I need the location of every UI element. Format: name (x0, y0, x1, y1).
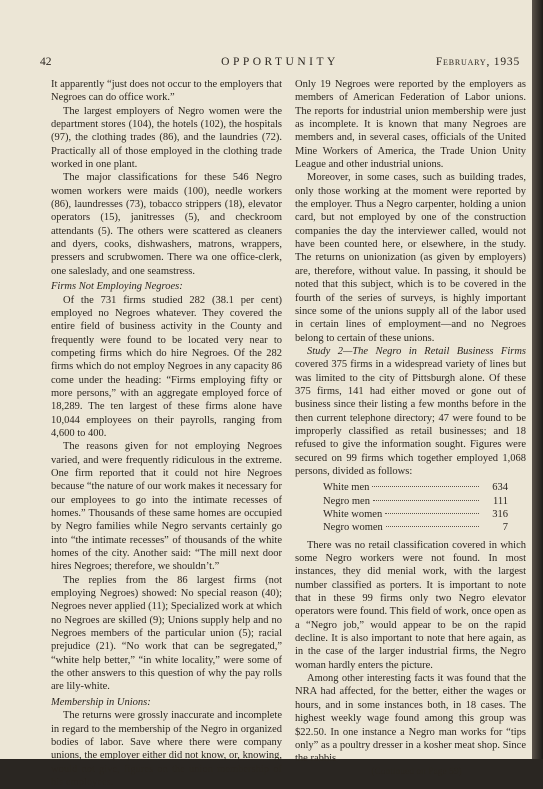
paragraph: Among other interesting facts it was found that the NRA had affected, for the better, either the wages or hours, and in some instances both, in 18 cases. The highest weekly wage found among this group was $22.50. In one instance a Negro man works for “tips only” as a poultry dresser in a kosher meat shop. Since the rabbis (295, 673, 526, 765)
paragraph: Moreover, in some cases, such as building trades, only those working at the moment were reported by the employer. Thus a Negro carpenter, holding a union card, but not employed by one of the construction companies the day the interviewer called, would not have been counted here, or elsewhere, in the study. The returns on unionization (as given by employers) are, therefore, without value. In passing, it should be noted that this subject, which is to be covered in the fourth of the series of surveys, is highly important since some of the unions supply all of the labor used in certain lines of employment—and no Negroes belong to certain of these unions. (295, 172, 526, 344)
leader-dots (386, 526, 479, 527)
left-column (51, 78, 282, 789)
book-gutter (532, 0, 543, 759)
table-row (323, 481, 508, 494)
table-label: Negro men (323, 495, 370, 507)
table-value: 7 (502, 522, 508, 534)
journal-title: OPPORTUNITY (221, 56, 339, 68)
table-label: White men (323, 482, 370, 494)
paragraph: It apparently “just does not occur to the employers that Negroes can do office work.” (51, 79, 282, 104)
paragraph: The reasons given for not employing Negroes varied, and were frequently ridiculous in the extreme. One firm reported that it could not hire Negroes because “the nature of our work makes it necessary for our employees to go into the intimate recesses of homes.” Thousands of these same homes are occupied by Negro families while Negro servants certainly go into “the intimate recesses” of thousands of the white homes of the city. Another said: “The mill next door hires Negroes; therefore, we shouldn’t.” (51, 441, 282, 573)
paragraph: The replies from the 86 largest firms (not employing Negroes) showed: No special reason (40); Negroes never applied (11); Specialized work at which no Negroes are skilled (9); Unions supply help and no Negroes members of the particular union (5); racial prejudice (21). “No work that can be segregated,” “white help better,” “in white locality,” were some of the other answers to this question of why the pay rolls are lily-white. (51, 574, 282, 693)
table-label: White women (323, 509, 383, 520)
section-heading-firms-not-employing: Firms Not Employing Negroes: (51, 281, 183, 293)
continued-note: (Continued on Page 59) (371, 766, 462, 777)
leader-dots (373, 500, 479, 501)
leader-dots (372, 486, 479, 487)
paragraph: The returns were grossly inaccurate and incomplete in regard to the membership of the Negro in organized bodies of labor. Save where there were company unions, the employer either did not know, or, knowing, would not give, figures on the union membership of his employees. (51, 710, 282, 788)
study-heading: Study 2—The Negro in Retail Business Firms (307, 345, 526, 357)
table-row (323, 495, 508, 508)
page-number: 42 (40, 56, 52, 68)
study-text: covered 375 firms in a widespread variety of lines but was limited to the city of Pittsburgh alone. Of these 375 firms, 141 had either moved or gone out of business since their listing a few months before in the then current telephone directory; 47 were found to be improperly classified as retail businesses; and 18 refused to give the information sought. Figures were secured on 99 firms which together employed 1,068 persons, divided as follows: (295, 359, 526, 477)
right-column (295, 78, 526, 779)
paragraph: Only 19 Negroes were reported by the employers as members of American Federation of Labor unions. The reports for industrial union membership were just as incomplete. It is known that many Negroes are members and, in several cases, officials of the United Mine Workers of America, the Trade Union Unity League and other industrial unions. (295, 79, 526, 171)
table-label: Negro women (323, 522, 383, 534)
table-row (323, 508, 508, 521)
table-row (323, 521, 508, 534)
page-header (40, 56, 520, 70)
employee-table (323, 481, 508, 534)
section-heading-membership-unions: Membership in Unions: (51, 696, 151, 708)
paragraph-study-2 (295, 345, 526, 478)
paragraph: The largest employers of Negro women were the department stores (104), the hotels (102), the hospitals (97), the clothing trades (86), and the laundries (72). Practically all of those employed in the clothing trade worked in one plant. (51, 105, 282, 171)
table-value: 111 (493, 495, 508, 507)
table-value: 634 (492, 482, 508, 494)
table-value: 316 (492, 509, 508, 520)
paragraph: The major classifications for these 546 Negro women workers were maids (100), needle workers (86), laundresses (73), tobacco strippers (18), elevator operators (15), janitresses (5), and checkroom attendants (5). The others were scattered as cleaners and dyers, cooks, dishwashers, matrons, wrappers, pressers and scrubwomen. There wa one office-clerk, one saleslady, and one seamstress. (51, 172, 282, 277)
leader-dots (385, 513, 479, 514)
paragraph: Of the 731 firms studied 282 (38.1 per cent) employed no Negroes whatever. They covered the entire field of business activity in the County and frequently were found to be located very near to competing firms which do hire Negroes. Of the 282 firms which do not employ Negroes in any capacity 86 come under the heading: “Firms employing fifty or more persons,” with an aggregate employed force of 18,289. The ten largest of these firms alone have 10,044 employees on their payrolls, ranging from 4,600 to 400. (51, 294, 282, 439)
paragraph: There was no retail classification covered in which some Negro workers were not found. In most instances, they did menial work, with the largest number classified as porters. It is important to note that in these 99 firms only two Negro elevator operators were found. This field of work, once open as a “Negro job,” would appear to be on the rapid decline. It is also important to note that here again, as in the case of the larger industrial firms, the Negro woman hardly enters the picture. (295, 539, 526, 671)
issue-date: February, 1935 (435, 56, 520, 68)
